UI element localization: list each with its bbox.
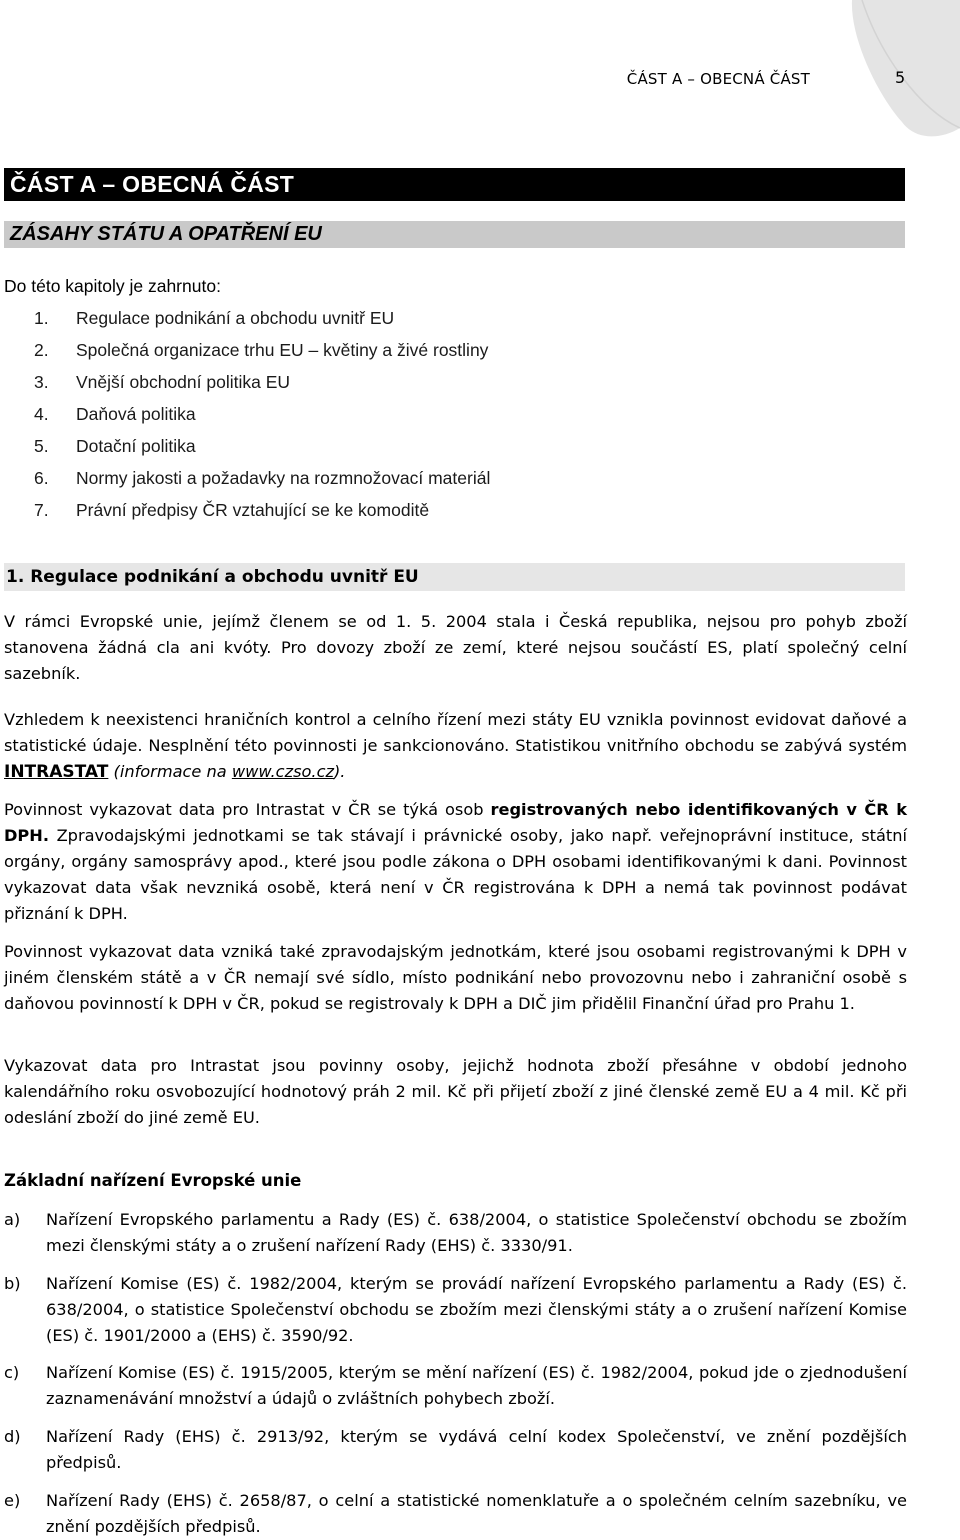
regulation-text: Nařízení Komise (ES) č. 1982/2004, kterým se provádí nařízení Evropského parlamentu a Rady (ES) č. 638/2004, o statistice Společenství obchodu se zbožím mezi členskými státy a o zrušení nařízení Komise (ES) č. 1901/2000 a (EHS) č. 3590/92.	[46, 1274, 907, 1345]
contents-item-number: 4.	[34, 404, 49, 424]
regulation-text: Nařízení Komise (ES) č. 1915/2005, kterým se mění nařízení (ES) č. 1982/2004, pokud jde o zjednodušení zaznamenávání množství a údajů o zvláštních pohybech zboží.	[46, 1363, 907, 1408]
paragraph-customs: V rámci Evropské unie, jejímž členem se od 1. 5. 2004 stala i Česká republika, nejsou pro pohyb zboží stanovena žádná cla ani kvóty. Pro dovozy zboží ze zemí, které nejsou součástí ES, platí společný celní sazebník.	[4, 612, 907, 683]
paragraph-text: Vzhledem k neexistenci hraničních kontrol a celního řízení mezi státy EU vznikla povinnost evidovat daňové a statistické údaje. Nesplnění této povinnosti je sankcionováno. Statistikou vnitřního obchodu se zabývá systém	[4, 710, 907, 755]
contents-item-number: 7.	[34, 500, 49, 520]
contents-item-label: Společná organizace trhu EU – květiny a živé rostliny	[76, 340, 489, 360]
contents-item	[4, 303, 490, 335]
chapter-contents	[4, 272, 490, 527]
emphasis-text: registrovaných nebo identifikovaných v ČR k DPH.	[4, 800, 908, 845]
regulation-letter: e)	[4, 1491, 21, 1510]
regulation-item	[4, 1271, 907, 1349]
contents-item-number: 1.	[34, 308, 49, 328]
regulation-text: Nařízení Rady (EHS) č. 2913/92, kterým se vydává celní kodex Společenství, ve znění pozdějších předpisů.	[46, 1427, 907, 1472]
section-heading: 1. Regulace podnikání a obchodu uvnitř EU	[4, 563, 905, 591]
contents-item-label: Daňová politika	[76, 404, 196, 424]
regulation-letter: c)	[4, 1363, 20, 1382]
contents-item	[4, 335, 490, 367]
contents-item-number: 3.	[34, 372, 49, 392]
info-note: (informace na	[108, 762, 232, 781]
contents-item-label: Vnější obchodní politika EU	[76, 372, 291, 392]
contents-item-label: Regulace podnikání a obchodu uvnitř EU	[76, 308, 395, 328]
czso-link[interactable]: www.czso.cz	[231, 762, 334, 781]
contents-item	[4, 463, 490, 495]
contents-item	[4, 431, 490, 463]
regulation-letter: a)	[4, 1210, 21, 1229]
regulations-heading: Základní nařízení Evropské unie	[4, 1171, 302, 1190]
contents-item-number: 6.	[34, 468, 49, 488]
contents-item	[4, 367, 490, 399]
paragraph-thresholds: Vykazovat data pro Intrastat jsou povinny osoby, jejichž hodnota zboží přesáhne v období jednoho kalendářního roku osvobozující hodnotový práh 2 mil. Kč při přijetí zboží z jiné členské země EU a 4 mil. Kč při odeslání zboží do jiné země EU.	[4, 1056, 907, 1127]
paragraph-foreign-entities: Povinnost vykazovat data vzniká také zpravodajským jednotkám, které jsou osobami registrovanými k DPH v jiném členském státě a v ČR nemají své sídlo, místo podnikání nebo provozovnu nebo i zahraniční osobě s daňovou povinností k DPH v ČR, pokud se registrovaly k DPH a DIČ jim přidělil Finanční úřad pro Prahu 1.	[4, 942, 907, 1013]
contents-item-number: 2.	[34, 340, 49, 360]
paragraph-text: Povinnost vykazovat data pro Intrastat v ČR se týká osob	[4, 800, 491, 819]
info-note-end: ).	[333, 762, 346, 781]
contents-intro: Do této kapitoly je zahrnuto:	[4, 276, 221, 296]
regulation-text: Nařízení Evropského parlamentu a Rady (ES) č. 638/2004, o statistice Společenství obchodu se zbožím mezi členskými státy a o zrušení nařízení Rady (EHS) č. 3330/91.	[46, 1210, 907, 1255]
leaf-decoration	[810, 0, 960, 140]
regulation-item	[4, 1207, 907, 1259]
regulation-item	[4, 1488, 907, 1540]
running-header-title: ČÁST A – OBECNÁ ČÁST	[626, 70, 810, 88]
system-name: INTRASTAT	[4, 762, 109, 782]
paragraph-text: Zpravodajskými jednotkami se tak stávají i právnické osoby, jako např. veřejnoprávní instituce, státní orgány, orgány samosprávy apod., které jsou podle zákona o DPH osobami identifikovanými k dani. Povinnost vykazovat data však nevzniká osobě, která není v ČR registrována k DPH a nemá tak povinnost podávat přiznání k DPH.	[4, 826, 907, 923]
contents-item-number: 5.	[34, 436, 49, 456]
regulation-item	[4, 1424, 907, 1476]
contents-item-label: Normy jakosti a požadavky na rozmnožovací materiál	[76, 468, 491, 488]
chapter-title: ZÁSAHY STÁTU A OPATŘENÍ EU	[4, 221, 905, 248]
contents-item-label: Právní předpisy ČR vztahující se ke komoditě	[76, 500, 430, 520]
paragraph-intrastat	[4, 707, 907, 785]
contents-item-label: Dotační politika	[76, 436, 196, 456]
regulation-item	[4, 1360, 907, 1412]
paragraph-obligation	[4, 797, 907, 927]
regulation-text: Nařízení Rady (EHS) č. 2658/87, o celní a statistické nomenklatuře a o společném celním sazebníku, ve znění pozdějších předpisů.	[46, 1491, 907, 1536]
regulation-letter: d)	[4, 1427, 21, 1446]
regulation-letter: b)	[4, 1274, 21, 1293]
contents-item	[4, 399, 490, 431]
contents-item	[4, 495, 490, 527]
part-title: ČÁST A – OBECNÁ ČÁST	[4, 168, 905, 201]
page-number: 5	[895, 68, 906, 87]
